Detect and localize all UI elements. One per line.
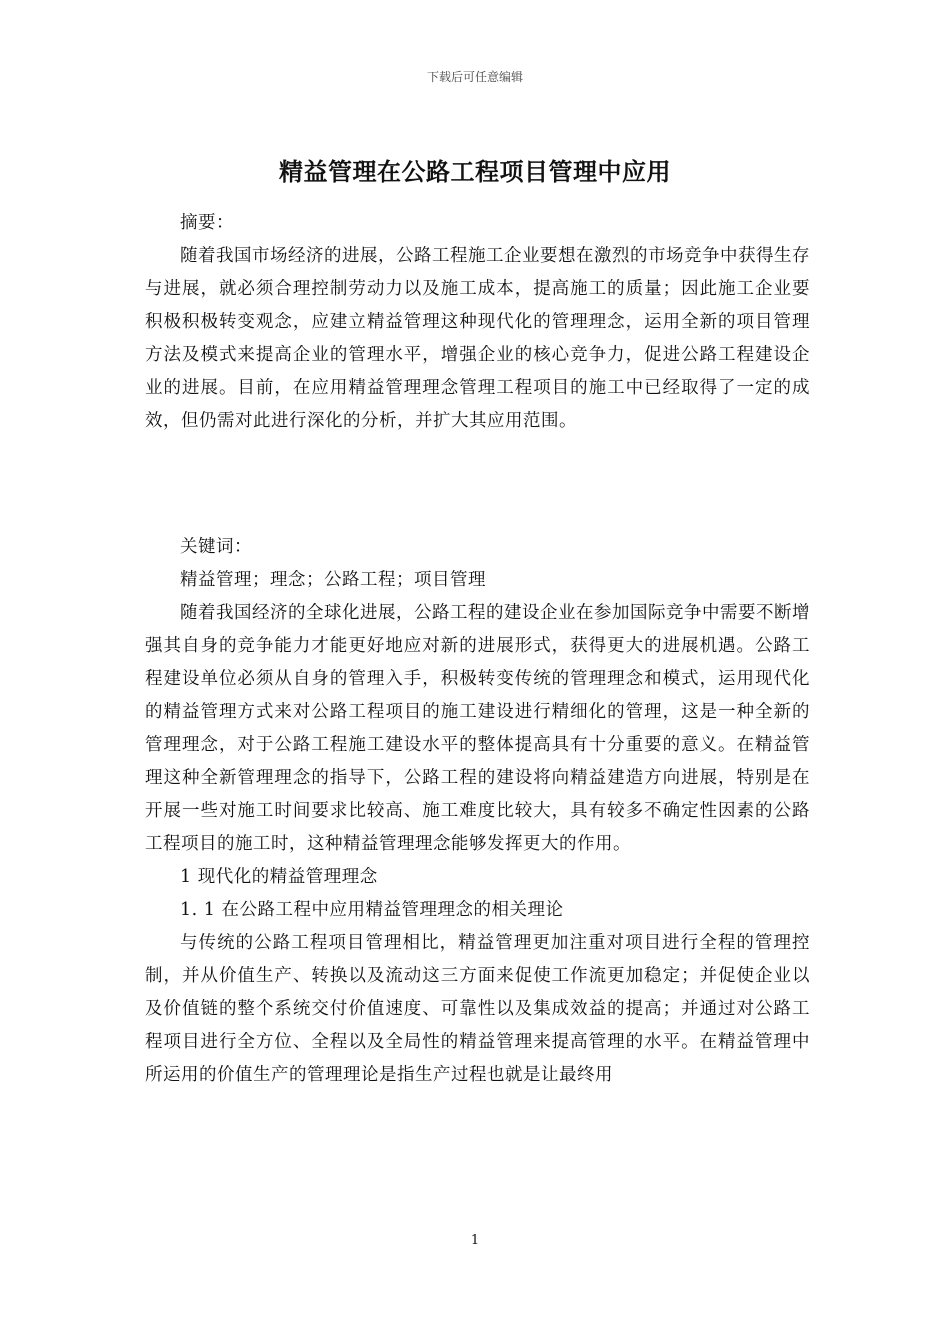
section-heading-1-1: 1. 1 在公路工程中应用精益管理理念的相关理论 <box>180 900 564 920</box>
abstract-paragraph: 随着我国市场经济的进展，公路工程施工企业要想在激烈的市场竞争中获得生存与进展，就必须合理控制劳动力以及施工成本，提高施工的质量；因此施工企业要积极积极转变观念，应建立精益管理这种现代化的管理理念，运用全新的项目管理方法及模式来提高企业的管理水平，增强企业的核心竞争力，促进公路工程建设企业的进展。目前，在应用精益管理理念管理工程项目的施工中已经取得了一定的成效，但仍需对此进行深化的分析，并扩大其应用范围。 <box>145 246 810 431</box>
document-title: 精益管理在公路工程项目管理中应用 <box>279 158 671 186</box>
keywords-label: 关键词： <box>180 537 252 557</box>
section-1-1-paragraph: 与传统的公路工程项目管理相比，精益管理更加注重对项目进行全程的管理控制，并从价值生产、转换以及流动这三方面来促使工作流更加稳定；并促使企业以及价值链的整个系统交付价值速度、可靠性以及集成效益的提高；并通过对公路工程项目进行全方位、全程以及全局性的精益管理来提高管理的水平。在精益管理中所运用的价值生产的管理理论是指生产过程也就是让最终用 <box>145 933 810 1085</box>
abstract-label: 摘要： <box>180 213 234 233</box>
section-heading-1: 1 现代化的精益管理理念 <box>180 867 378 887</box>
page-header-note: 下载后可任意编辑 <box>426 70 523 84</box>
intro-paragraph: 随着我国经济的全球化进展，公路工程的建设企业在参加国际竞争中需要不断增强其自身的竞争能力才能更好地应对新的进展形式，获得更大的进展机遇。公路工程建设单位必须从自身的管理入手，积极转变传统的管理理念和模式，运用现代化的精益管理方式来对公路工程项目的施工建设进行精细化的管理，这是一种全新的管理理念，对于公路工程施工建设水平的整体提高具有十分重要的意义。在精益管理这种全新管理理念的指导下，公路工程的建设将向精益建造方向进展，特别是在开展一些对施工时间要求比较高、施工难度比较大，具有较多不确定性因素的公路工程项目的施工时，这种精益管理理念能够发挥更大的作用。 <box>145 603 810 854</box>
main-section <box>145 531 810 1092</box>
keywords-list: 精益管理；理念；公路工程；项目管理 <box>180 570 486 590</box>
page-number: 1 <box>470 1233 480 1248</box>
abstract-section <box>145 207 810 438</box>
